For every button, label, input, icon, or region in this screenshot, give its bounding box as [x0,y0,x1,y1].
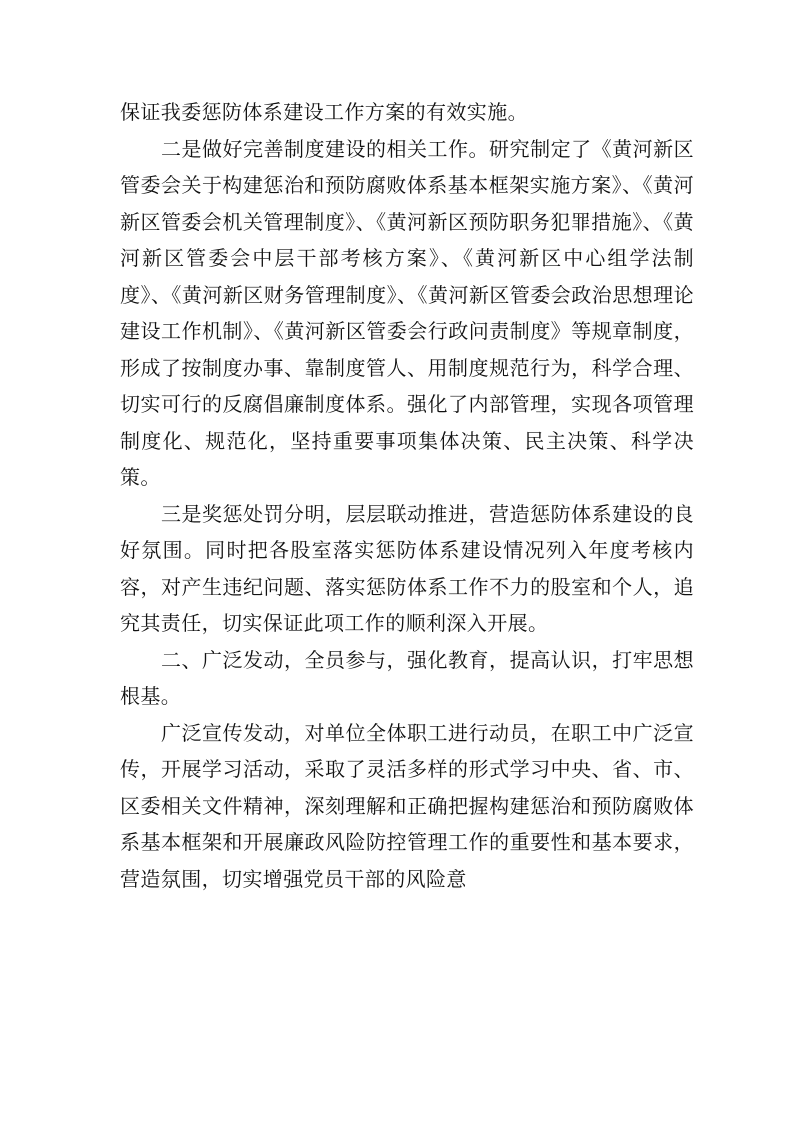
paragraph-3: 三是奖惩处罚分明，层层联动推进，营造惩防体系建设的良好氛围。同时把各股室落实惩防体系建设情况列入年度考核内容，对产生违纪问题、落实惩防体系工作不力的股室和个人，追究其责任，切实保证此项工作的顺利深入开展。 [120,501,694,635]
paragraph-2: 二是做好完善制度建设的相关工作。研究制定了《黄河新区管委会关于构建惩治和预防腐败体系基本框架实施方案》、《黄河新区管委会机关管理制度》、《黄河新区预防职务犯罪措施》、《黄河新区管委会中层干部考核方案》、《黄河新区中心组学法制度》、《黄河新区财务管理制度》、《黄河新区管委会政治思想理论建设工作机制》、《黄河新区管委会行政问责制度》等规章制度，形成了按制度办事、靠制度管人、用制度规范行为，科学合理、切实可行的反腐倡廉制度体系。强化了内部管理，实现各项管理制度化、规范化，坚持重要事项集体决策、民主决策、科学决策。 [120,136,694,489]
paragraph-4: 二、广泛发动，全员参与，强化教育，提高认识，打牢思想根基。 [120,647,694,708]
paragraph-1: 保证我委惩防体系建设工作方案的有效实施。 [120,100,528,124]
document-body [120,94,694,897]
paragraph-5: 广泛宣传发动，对单位全体职工进行动员，在职工中广泛宣传，开展学习活动，采取了灵活多样的形式学习中央、省、市、区委相关文件精神，深刻理解和正确把握构建惩治和预防腐败体系基本框架和开展廉政风险防控管理工作的重要性和基本要求，营造氛围，切实增强党员干部的风险意 [120,720,694,891]
